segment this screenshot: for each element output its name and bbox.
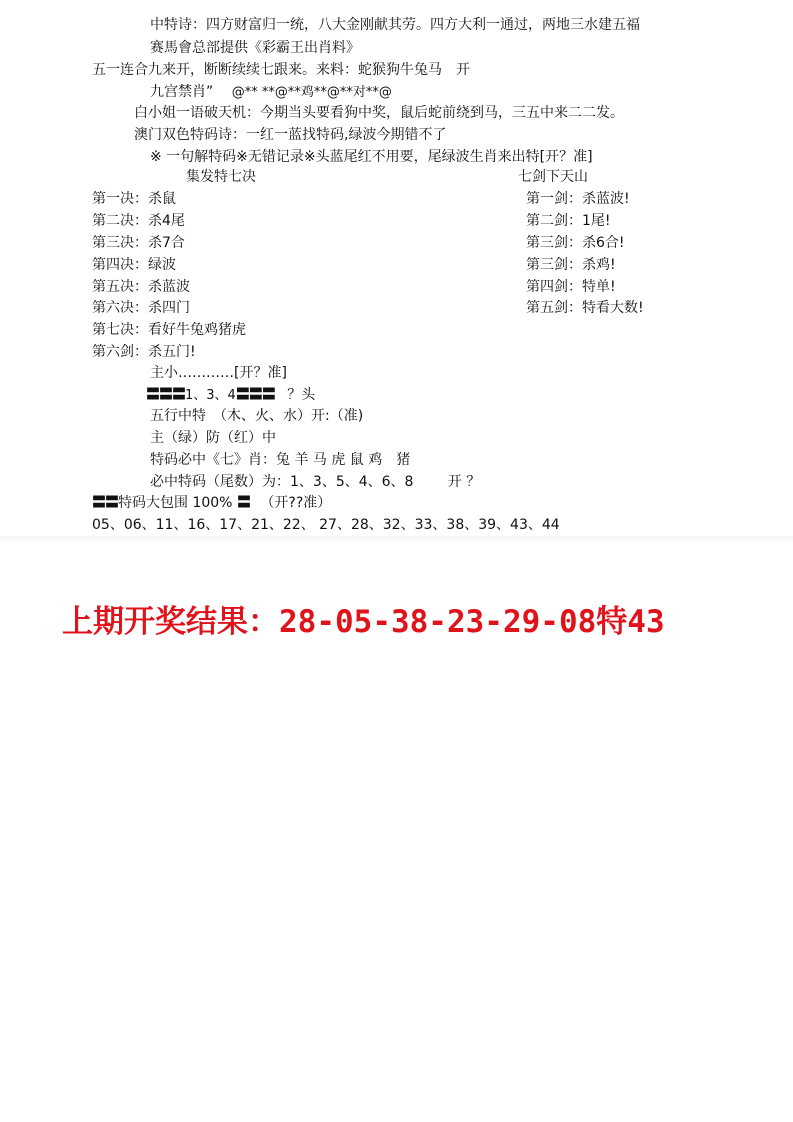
poem-main: 中特诗：四方财富归一统，八大金刚献其劳。四方大利一通过，两地三水建五福	[150, 17, 640, 33]
numbers-line: 05、06、11、16、17、21、22、 27、28、32、33、38、39、43、44	[92, 517, 560, 533]
texiao-line: 特码必中《七》肖：兔 羊 马 虎 鼠 鸡 猪	[150, 452, 411, 468]
left-item: 第六决：杀四门	[92, 300, 190, 316]
aomen-line: 澳门双色特码诗：一红一蓝找特码,绿波今期错不了	[134, 127, 447, 143]
result-line	[62, 596, 665, 641]
jiugong-line	[150, 83, 392, 102]
baowei-bars-right: 〓	[236, 495, 250, 511]
wuyi-line: 五一连合九来开，断断续续七跟来。来料：蛇猴狗牛兔马 开	[92, 62, 470, 78]
left-item: 第二决：杀4尾	[92, 213, 185, 229]
tou-suffix: ？头	[287, 387, 316, 403]
wuxing-line: 五行中特 （木、火、水）开:（准)	[150, 408, 364, 424]
baowei-line	[92, 494, 331, 512]
baowei-bars-left: 〓〓	[92, 495, 118, 511]
zhuxiao-line: 主小…………[开？准]	[150, 365, 287, 381]
weishu-text: 必中特码（尾数）为：1、3、5、4、6、8	[150, 474, 414, 490]
left-item: 第六剑：杀五门!	[92, 344, 196, 360]
right-item: 第一剑：杀蓝波!	[526, 191, 630, 207]
section-divider	[0, 536, 793, 542]
right-item: 第四剑：特单!	[526, 279, 616, 295]
tou-bars-left: 〓〓〓	[146, 387, 185, 403]
yiju-line: ※ 一句解特码※无错记录※头蓝尾红不用要，尾绿波生肖来出特[开？准]	[150, 149, 593, 165]
tou-bars-right: 〓〓〓	[235, 387, 275, 403]
left-item: 第七决：看好牛兔鸡猪虎	[92, 322, 246, 338]
right-item: 第五剑：特看大数!	[526, 300, 644, 316]
tou-line	[146, 386, 315, 405]
right-item: 第三剑：杀6合!	[526, 235, 625, 251]
baowei-text: 特码大包围 100%	[118, 495, 233, 511]
right-item: 第三剑：杀鸡!	[526, 257, 616, 273]
tou-nums: 1、3、4	[185, 388, 236, 403]
left-item: 第五决：杀蓝波	[92, 279, 190, 295]
baowei-suffix: （开??准）	[260, 495, 332, 511]
left-item: 第一决：杀鼠	[92, 191, 176, 207]
jiugong-label: 九宫禁肖”	[150, 84, 214, 100]
jiugong-value: @** **@**鸡**@**对**@	[231, 85, 392, 100]
right-item: 第二剑：1尾!	[526, 213, 611, 229]
provider-line: 赛馬會总部提供《彩霸王出肖料》	[150, 40, 360, 56]
left-item: 第三决：杀7合	[92, 235, 185, 251]
result-label: 上期开奖结果：	[62, 604, 279, 640]
left-section-title: 集发特七决	[186, 169, 256, 185]
right-section-title: 七剑下天山	[518, 169, 588, 185]
baixiaojie-line: 白小姐一语破天机：今期当头要看狗中奖，鼠后蛇前绕到马，三五中来二二发。	[134, 105, 624, 121]
weishu-kai: 开 ？	[447, 474, 481, 490]
left-item: 第四决：绿波	[92, 257, 176, 273]
zhufang-line: 主（绿）防（红）中	[150, 430, 276, 446]
result-value: 28-05-38-23-29-08特43	[279, 604, 665, 640]
weishu-line	[150, 473, 480, 491]
